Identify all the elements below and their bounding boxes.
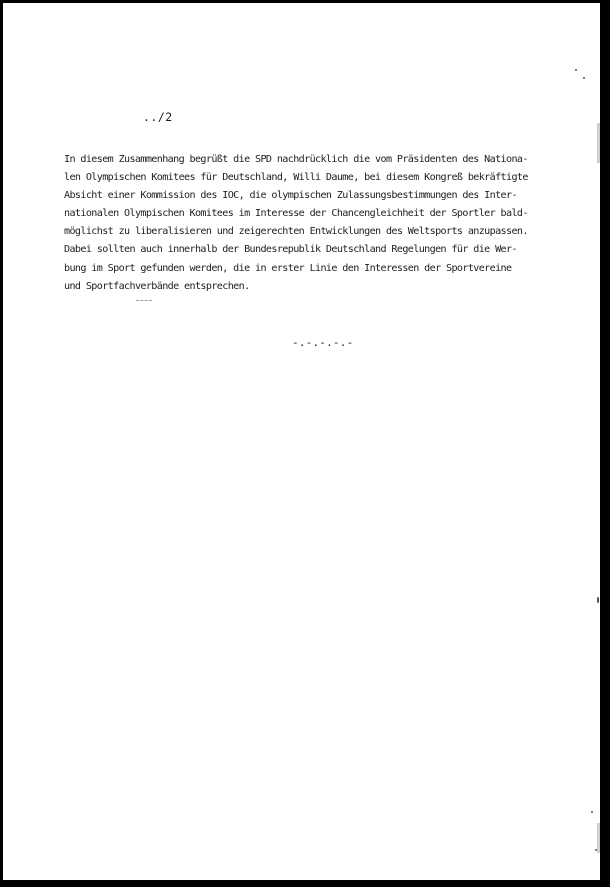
scan-speck [575, 69, 577, 71]
document-page [3, 3, 600, 880]
paragraph-line-4: nationalen Olympischen Komitees im Interesse der Chancengleichheit der Sportler bald- [64, 208, 528, 220]
paragraph-line-5: möglichst zu liberalisieren und zeigerechten Entwicklungen des Weltsports anzupassen. [64, 226, 528, 238]
scan-edge-shadow [597, 123, 600, 163]
end-of-text-mark: -.-.-.-.- [292, 336, 354, 349]
page-reference: ../2 [143, 110, 173, 124]
paragraph-line-6: Dabei sollten auch innerhalb der Bundesrepublik Deutschland Regelungen für die Wer- [64, 244, 517, 256]
paragraph-line-7: bung im Sport gefunden werden, die in erster Linie den Interessen der Sportvereine [64, 262, 512, 274]
paragraph-line-3: Absicht einer Kommission des IOC, die olympischen Zulassungsbestimmungen des Inter- [64, 190, 517, 202]
body-paragraph [64, 151, 600, 296]
scan-speck [583, 77, 585, 79]
scan-artifact-dash [136, 300, 152, 302]
paragraph-line-2: len Olympischen Komitees für Deutschland, Willi Daume, bei diesem Kongreß bekräftigte [64, 172, 528, 184]
paragraph-line-8: und Sportfachverbände entsprechen. [64, 280, 250, 292]
scan-edge-shadow [597, 823, 600, 853]
paragraph-line-1: In diesem Zusammenhang begrüßt die SPD nachdrücklich die vom Präsidenten des Nationa- [64, 154, 528, 165]
scan-speck [591, 811, 593, 813]
scan-speck [597, 597, 599, 603]
